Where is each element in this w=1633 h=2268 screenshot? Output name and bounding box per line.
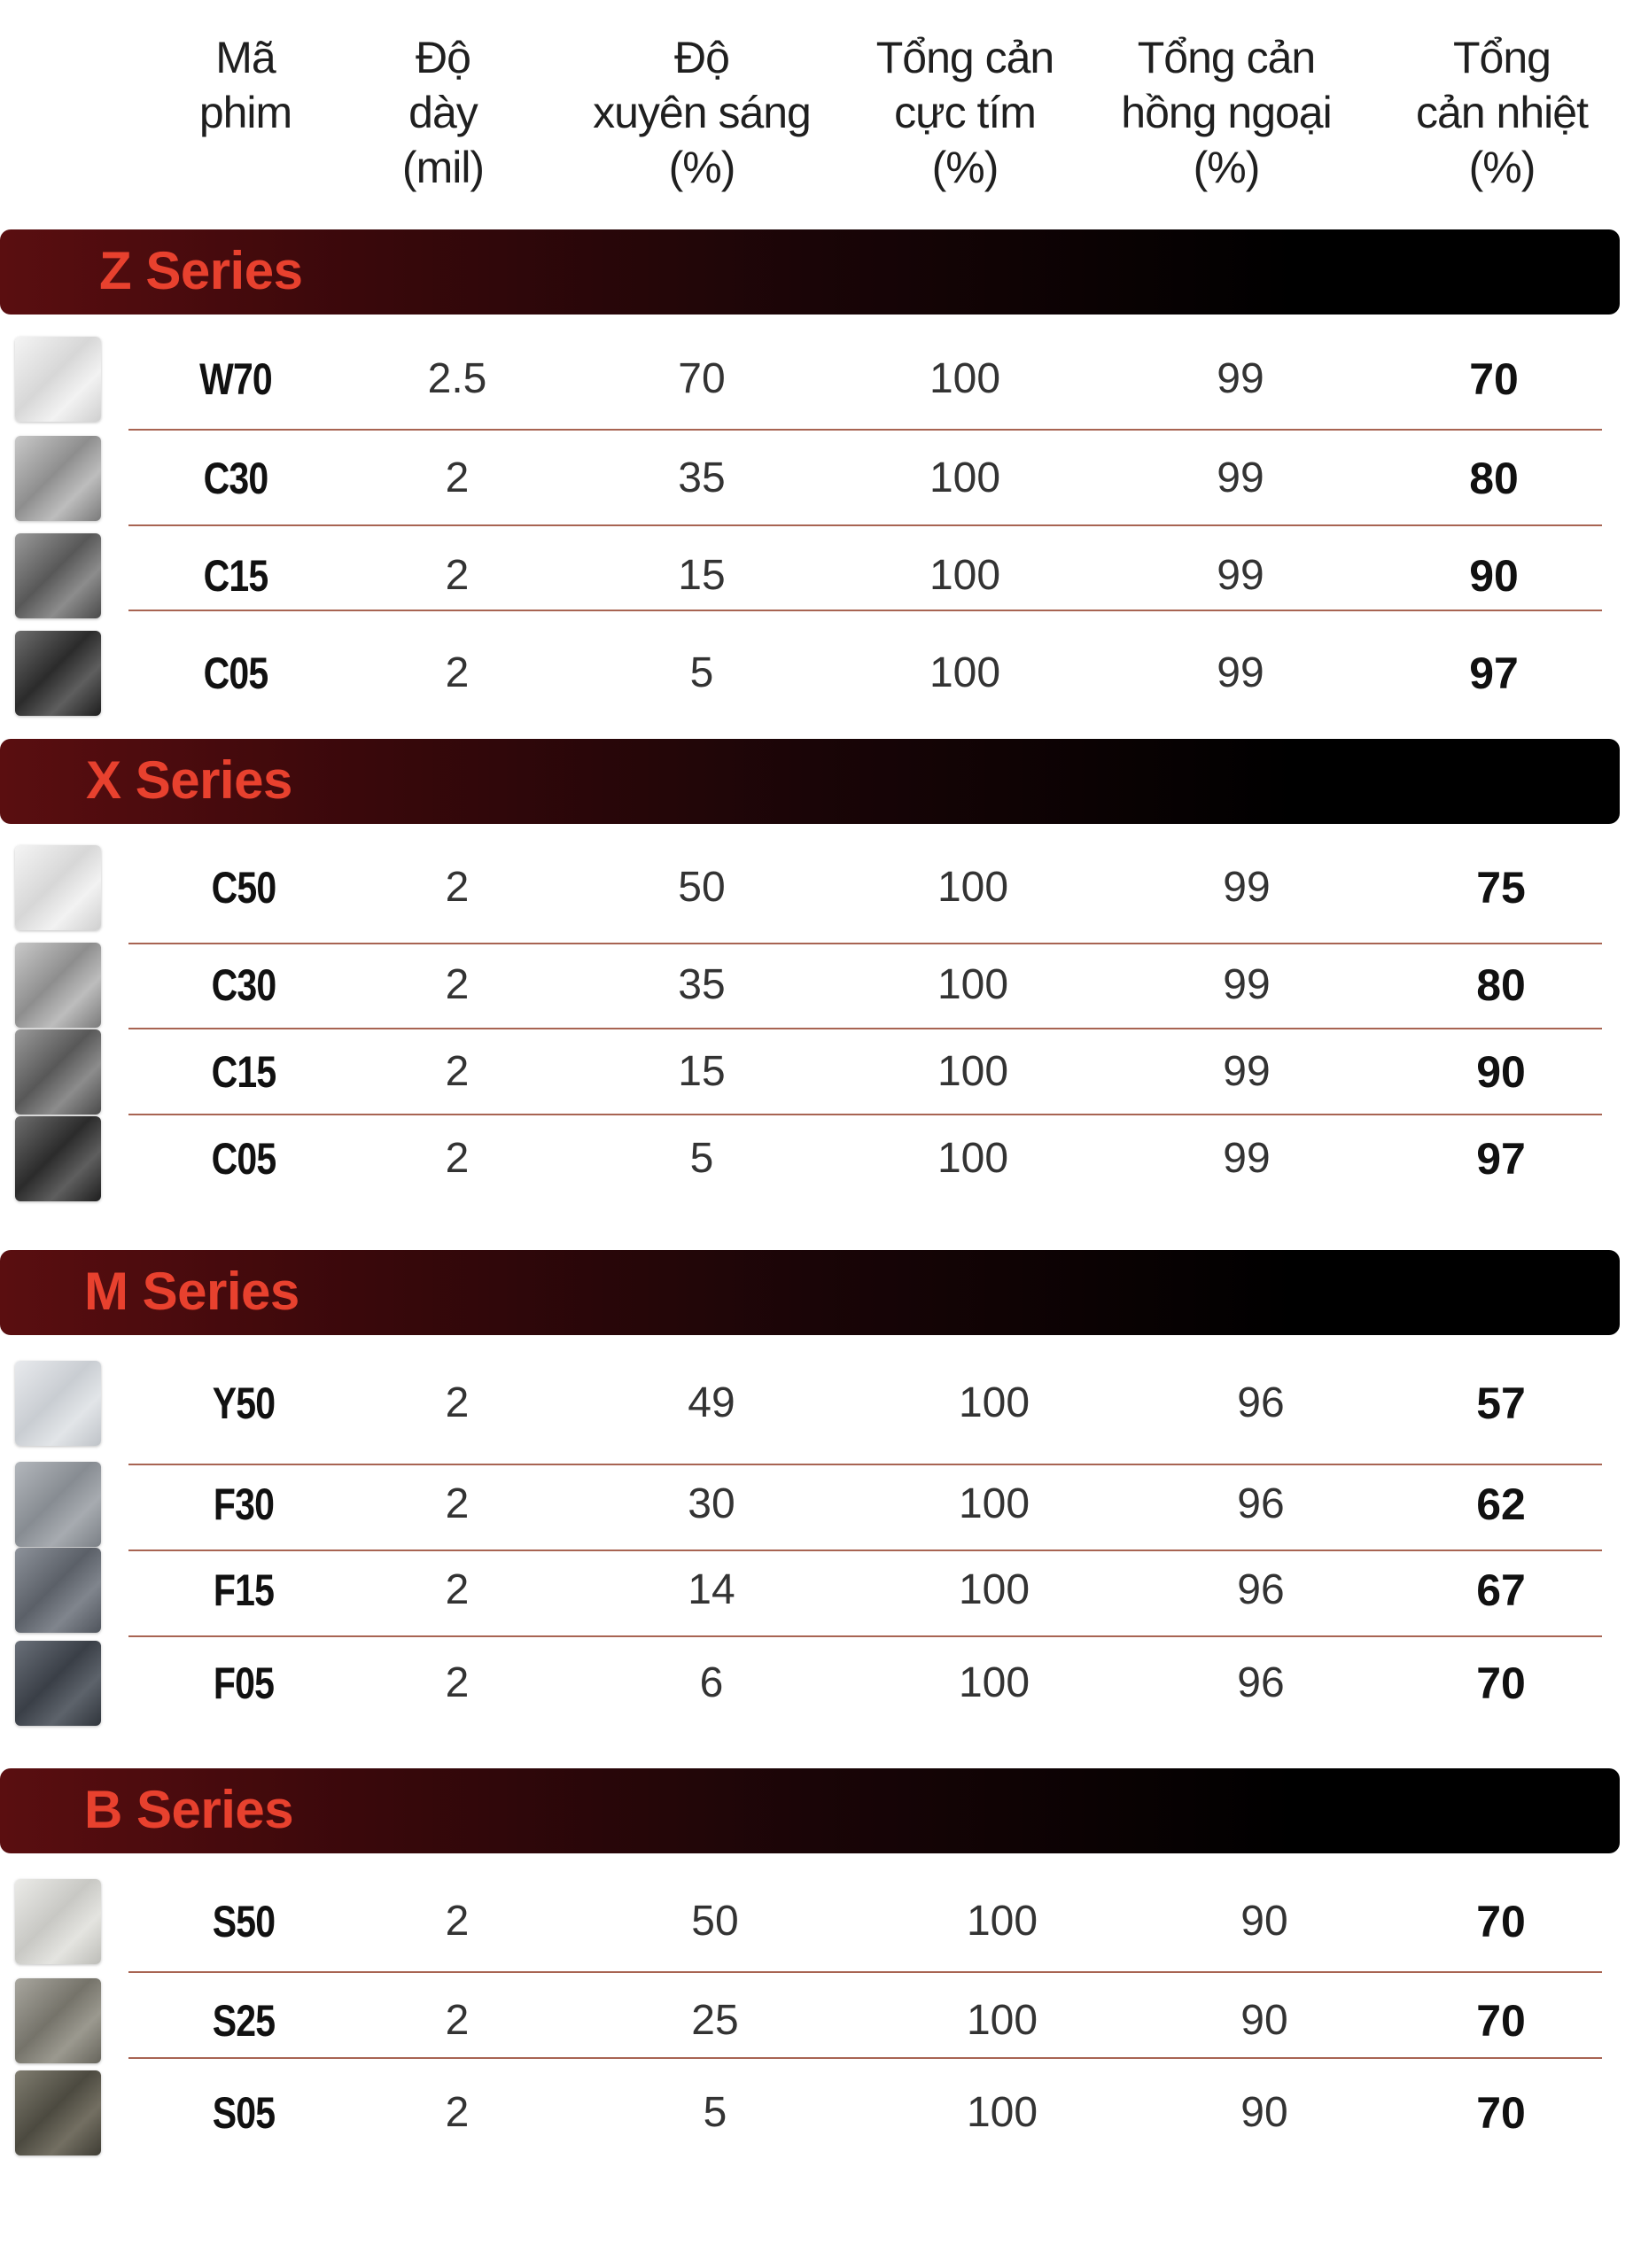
ir-value: 99 [1217, 454, 1264, 501]
thickness-value: 2 [445, 1379, 470, 1426]
uv-value: 100 [937, 961, 1009, 1008]
vlt-value: 5 [703, 2089, 727, 2136]
header-line: Tổng cản [875, 33, 1054, 82]
series-band-b [0, 1768, 1620, 1853]
heat-value: 70 [1476, 1658, 1526, 1708]
film-code: C30 [211, 960, 276, 1010]
film-code: C05 [211, 1134, 276, 1184]
table-row [0, 1116, 1633, 1201]
header-line: Độ [416, 33, 470, 82]
thickness-value: 2 [445, 1997, 470, 2044]
header-line: (%) [668, 143, 735, 192]
header-ir-rejection [1121, 30, 1331, 195]
film-swatch [15, 1029, 101, 1115]
row-divider [128, 1114, 1602, 1115]
film-swatch [15, 1548, 101, 1633]
table-row [0, 943, 1633, 1028]
film-code: F05 [213, 1658, 275, 1708]
uv-value: 100 [958, 1480, 1030, 1527]
film-swatch [15, 2070, 101, 2155]
uv-value: 100 [958, 1659, 1030, 1706]
ir-value: 99 [1223, 961, 1271, 1008]
series-title: B Series [84, 1780, 294, 1839]
table-row [0, 1548, 1633, 1633]
header-uv-rejection [876, 30, 1054, 195]
thickness-value: 2 [445, 1135, 470, 1182]
film-code: Y50 [212, 1379, 276, 1428]
table-row [0, 1029, 1633, 1115]
header-thickness [402, 30, 484, 195]
row-divider [128, 1635, 1602, 1637]
thickness-value: 2 [445, 1048, 470, 1095]
thickness-value: 2 [445, 649, 470, 696]
film-swatch [15, 631, 101, 716]
thickness-value: 2 [445, 961, 470, 1008]
uv-value: 100 [958, 1379, 1030, 1426]
uv-value: 100 [929, 355, 1001, 402]
film-code: C50 [211, 863, 276, 913]
vlt-value: 35 [678, 961, 726, 1008]
film-code: C15 [211, 1047, 276, 1097]
film-code: C05 [203, 649, 268, 698]
ir-value: 99 [1223, 864, 1271, 911]
film-swatch [15, 1116, 101, 1201]
uv-value: 100 [929, 552, 1001, 599]
ir-value: 96 [1237, 1379, 1285, 1426]
ir-value: 99 [1217, 355, 1264, 402]
film-swatch [15, 533, 101, 618]
heat-value: 90 [1469, 551, 1519, 601]
vlt-value: 50 [691, 1898, 739, 1945]
header-line: (%) [1468, 143, 1536, 192]
vlt-value: 15 [678, 552, 726, 599]
thickness-value: 2 [445, 864, 470, 911]
series-title: X Series [86, 750, 292, 810]
ir-value: 96 [1237, 1480, 1285, 1527]
vlt-value: 49 [688, 1379, 735, 1426]
heat-value: 70 [1476, 2088, 1526, 2138]
film-code: W70 [199, 354, 272, 404]
uv-value: 100 [966, 1898, 1038, 1945]
header-line: hồng ngoại [1121, 88, 1332, 137]
header-line: Độ [674, 33, 729, 82]
header-line: (%) [1193, 143, 1260, 192]
table-row [0, 2070, 1633, 2155]
series-band-m [0, 1250, 1620, 1335]
vlt-value: 5 [689, 1135, 714, 1182]
heat-value: 67 [1476, 1565, 1526, 1615]
film-swatch [15, 943, 101, 1028]
uv-value: 100 [966, 2089, 1038, 2136]
ir-value: 96 [1237, 1566, 1285, 1613]
thickness-value: 2 [445, 1659, 470, 1706]
thickness-value: 2 [445, 1566, 470, 1613]
vlt-value: 5 [689, 649, 714, 696]
series-band-z [0, 229, 1620, 315]
vlt-value: 70 [678, 355, 726, 402]
series-band-x [0, 739, 1620, 824]
thickness-value: 2.5 [427, 355, 487, 402]
film-code: C15 [203, 551, 268, 601]
table-row [0, 1978, 1633, 2063]
film-swatch [15, 1978, 101, 2063]
film-code: F30 [213, 1480, 275, 1529]
series-title: Z Series [99, 241, 303, 300]
row-divider [128, 524, 1602, 526]
film-swatch [15, 845, 101, 930]
thickness-value: 2 [445, 1898, 470, 1945]
vlt-value: 15 [678, 1048, 726, 1095]
header-film-code [199, 30, 292, 140]
film-swatch [15, 1462, 101, 1547]
table-row [0, 631, 1633, 716]
heat-value: 70 [1476, 1897, 1526, 1946]
film-code: C30 [203, 454, 268, 503]
ir-value: 99 [1223, 1135, 1271, 1182]
heat-value: 62 [1476, 1480, 1526, 1529]
series-title: M Series [84, 1262, 299, 1321]
row-divider [128, 2057, 1602, 2059]
vlt-value: 30 [688, 1480, 735, 1527]
header-line: Tổng cản [1137, 33, 1316, 82]
table-row [0, 845, 1633, 930]
uv-value: 100 [929, 649, 1001, 696]
header-heat-rejection [1416, 30, 1588, 195]
heat-value: 80 [1469, 454, 1519, 503]
table-row [0, 1879, 1633, 1964]
ir-value: 90 [1240, 1898, 1288, 1945]
film-code: S25 [212, 1996, 276, 2046]
table-row [0, 1641, 1633, 1726]
uv-value: 100 [966, 1997, 1038, 2044]
ir-value: 99 [1217, 649, 1264, 696]
header-line: Mã [215, 33, 276, 82]
ir-value: 90 [1240, 2089, 1288, 2136]
film-swatch [15, 1361, 101, 1446]
thickness-value: 2 [445, 454, 470, 501]
header-visible-light [593, 30, 811, 195]
film-swatch [15, 1879, 101, 1964]
header-line: phim [198, 88, 292, 137]
ir-value: 99 [1223, 1048, 1271, 1095]
film-swatch [15, 337, 101, 422]
thickness-value: 2 [445, 2089, 470, 2136]
thickness-value: 2 [445, 552, 470, 599]
header-line: cản nhiệt [1416, 88, 1588, 137]
row-divider [128, 610, 1602, 611]
header-line: (mil) [401, 143, 485, 192]
film-code: S05 [212, 2088, 276, 2138]
uv-value: 100 [937, 1135, 1009, 1182]
heat-value: 70 [1476, 1996, 1526, 2046]
row-divider [128, 429, 1602, 431]
header-line: Tổng [1453, 33, 1551, 82]
header-line: xuyên sáng [593, 88, 811, 137]
ir-value: 96 [1237, 1659, 1285, 1706]
heat-value: 97 [1469, 649, 1519, 698]
table-header [0, 0, 1633, 213]
table-row [0, 1462, 1633, 1547]
table-row [0, 436, 1633, 521]
vlt-value: 35 [678, 454, 726, 501]
heat-value: 70 [1469, 354, 1519, 404]
vlt-value: 6 [699, 1659, 724, 1706]
uv-value: 100 [937, 1048, 1009, 1095]
row-divider [128, 1971, 1602, 1973]
heat-value: 75 [1476, 863, 1526, 913]
table-row [0, 1361, 1633, 1446]
uv-value: 100 [937, 864, 1009, 911]
film-code: F15 [213, 1565, 275, 1615]
film-swatch [15, 1641, 101, 1726]
header-line: cực tím [894, 88, 1036, 137]
table-row [0, 337, 1633, 422]
film-code: S50 [212, 1897, 276, 1946]
vlt-value: 14 [688, 1566, 735, 1613]
ir-value: 99 [1217, 552, 1264, 599]
thickness-value: 2 [445, 1480, 470, 1527]
ir-value: 90 [1240, 1997, 1288, 2044]
heat-value: 90 [1476, 1047, 1526, 1097]
header-line: (%) [931, 143, 999, 192]
header-line: dày [408, 88, 478, 137]
heat-value: 97 [1476, 1134, 1526, 1184]
film-swatch [15, 436, 101, 521]
uv-value: 100 [929, 454, 1001, 501]
heat-value: 80 [1476, 960, 1526, 1010]
vlt-value: 50 [678, 864, 726, 911]
heat-value: 57 [1476, 1379, 1526, 1428]
vlt-value: 25 [691, 1997, 739, 2044]
table-row [0, 533, 1633, 618]
uv-value: 100 [958, 1566, 1030, 1613]
